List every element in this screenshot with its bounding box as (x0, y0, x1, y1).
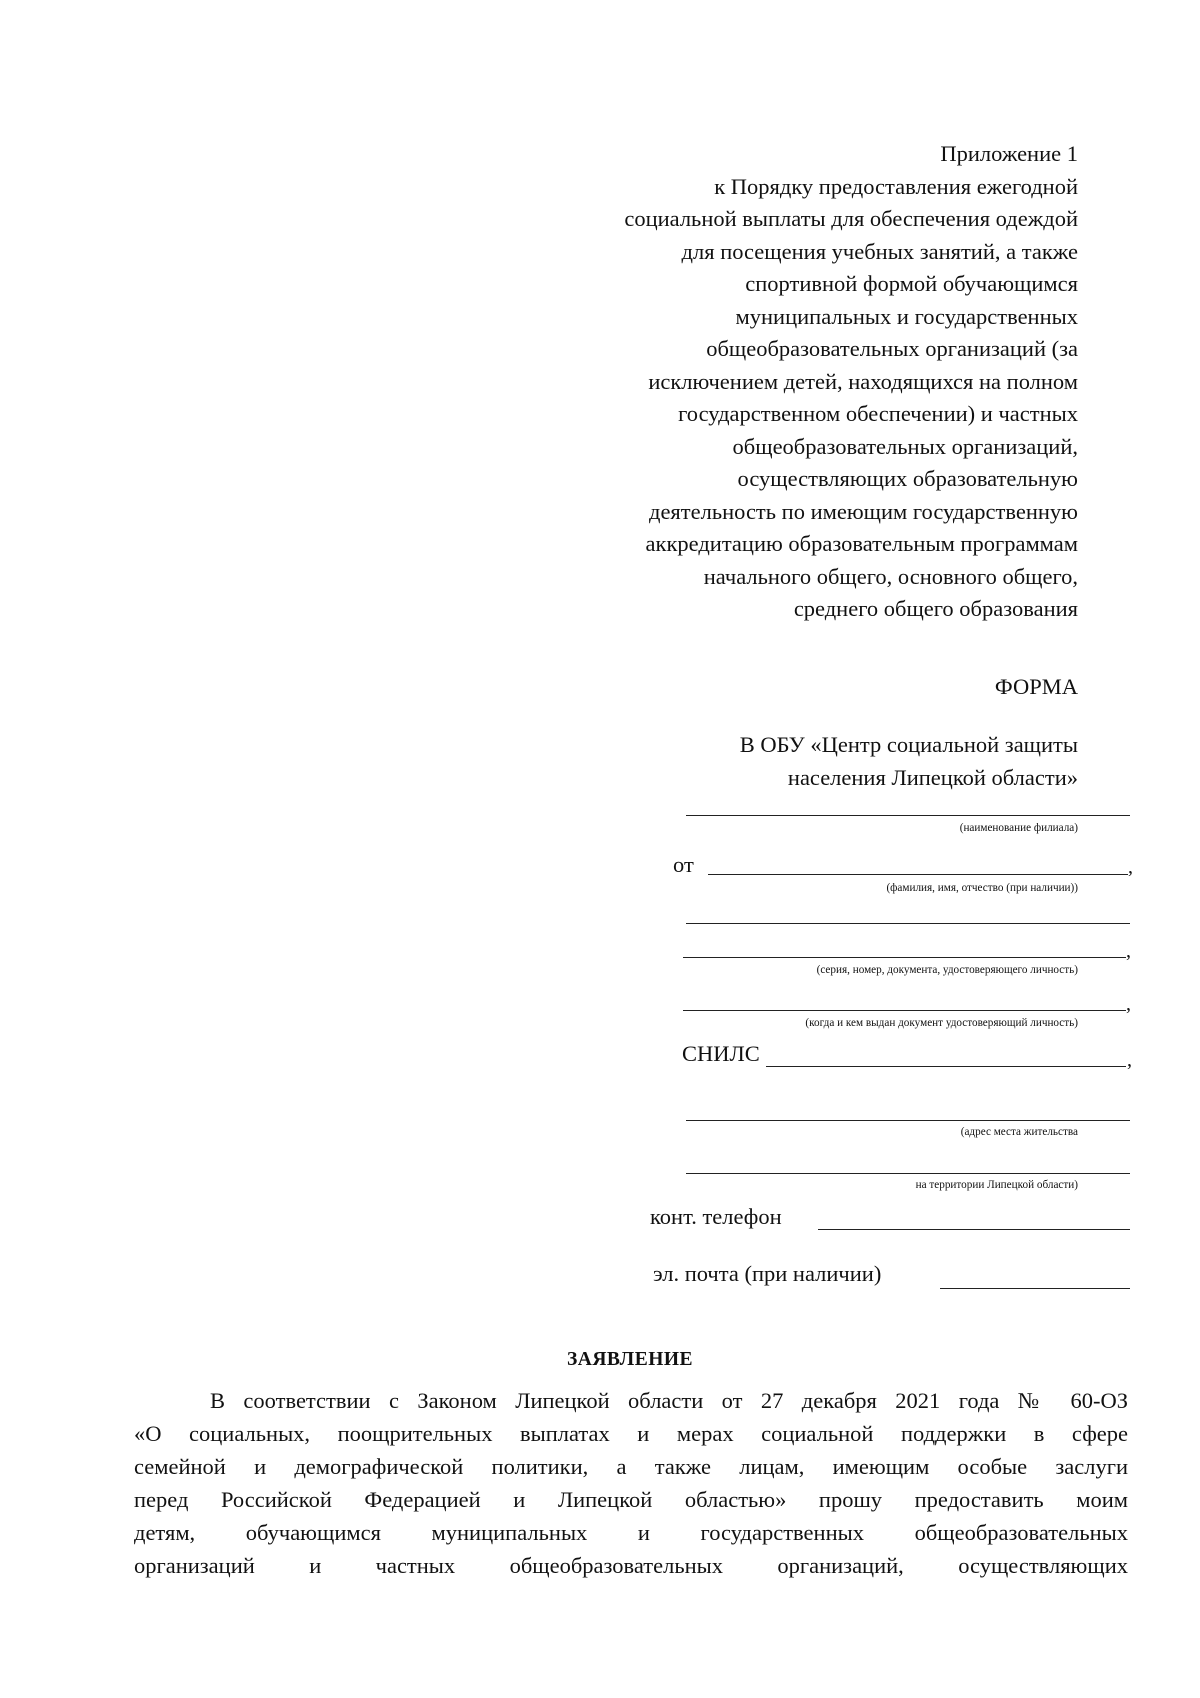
addressee (740, 728, 1078, 794)
snils-label: СНИЛС (682, 1041, 760, 1066)
statement-heading: ЗАЯВЛЕНИЕ (566, 1349, 694, 1370)
fio-field[interactable] (708, 874, 1128, 875)
address-caption: (адрес места жительства (960, 1126, 1078, 1138)
phone-field[interactable] (818, 1229, 1130, 1230)
snils-comma: , (1127, 1049, 1132, 1071)
fio-comma: , (1128, 856, 1133, 878)
annex-line: социальной выплаты для обеспечения одеждой (624, 206, 1078, 231)
annex-line: к Порядку предоставления ежегодной (714, 173, 1078, 199)
annex-line: деятельность по имеющим государственную (649, 498, 1078, 524)
issued-comma: , (1126, 993, 1131, 1015)
statement-body (134, 1384, 1128, 1582)
address-field[interactable] (686, 1120, 1130, 1121)
annex-line: Приложение 1 (940, 141, 1078, 166)
annex-line: общеобразовательных организаций, (732, 433, 1078, 459)
document-caption: (серия, номер, документа, удостоверяющего личность) (816, 964, 1078, 976)
annex-header (458, 138, 1078, 626)
annex-line: среднего общего образования (793, 596, 1078, 621)
fio-caption: (фамилия, имя, отчество (при наличии)) (886, 882, 1078, 894)
territory-field[interactable] (686, 1173, 1130, 1174)
phone-label: конт. телефон (650, 1204, 782, 1229)
annex-line: общеобразовательных организаций (за (706, 336, 1078, 361)
document-comma: , (1126, 940, 1131, 962)
body-line: «О социальных, поощрительных выплатах и мерах социальной поддержки в сфере (134, 1421, 1128, 1446)
addressee-line: В ОБУ «Центр социальной защиты (739, 732, 1078, 757)
fio-extra-field[interactable] (686, 923, 1130, 924)
from-label: от (673, 852, 694, 877)
form-label: ФОРМА (994, 674, 1078, 699)
body-line: перед Российской Федерацией и Липецкой областью» прошу предоставить моим (134, 1487, 1128, 1512)
snils-field[interactable] (766, 1066, 1126, 1067)
annex-line: спортивной формой обучающимся (745, 271, 1078, 296)
body-line: организаций и частных общеобразовательных организаций, осуществляющих (134, 1553, 1128, 1578)
annex-line: муниципальных и государственных (735, 303, 1078, 329)
body-line: детям, обучающимся муниципальных и государственных общеобразовательных (134, 1520, 1128, 1545)
territory-caption: на территории Липецкой области) (915, 1179, 1078, 1191)
body-line: В соответствии с Законом Липецкой области от 27 декабря 2021 года № 60-ОЗ (210, 1388, 1128, 1413)
annex-line: аккредитацию образовательным программам (645, 531, 1078, 556)
addressee-line: населения Липецкой области» (787, 765, 1078, 790)
annex-line: исключением детей, находящихся на полном (648, 368, 1078, 394)
document-number-field[interactable] (683, 957, 1126, 958)
annex-line: осуществляющих образовательную (737, 466, 1078, 491)
email-label: эл. почта (при наличии) (653, 1261, 882, 1286)
branch-name-field[interactable] (686, 815, 1130, 816)
annex-line: для посещения учебных занятий, а также (681, 238, 1078, 264)
issued-caption: (когда и кем выдан документ удостоверяющий личность) (805, 1017, 1078, 1029)
body-line: семейной и демографической политики, а также лицам, имеющим особые заслуги (134, 1454, 1128, 1479)
email-field[interactable] (940, 1288, 1130, 1289)
annex-line: начального общего, основного общего, (703, 563, 1078, 589)
document-issued-field[interactable] (683, 1010, 1126, 1011)
branch-caption: (наименование филиала) (959, 822, 1078, 834)
annex-line: государственном обеспечении) и частных (678, 401, 1078, 426)
